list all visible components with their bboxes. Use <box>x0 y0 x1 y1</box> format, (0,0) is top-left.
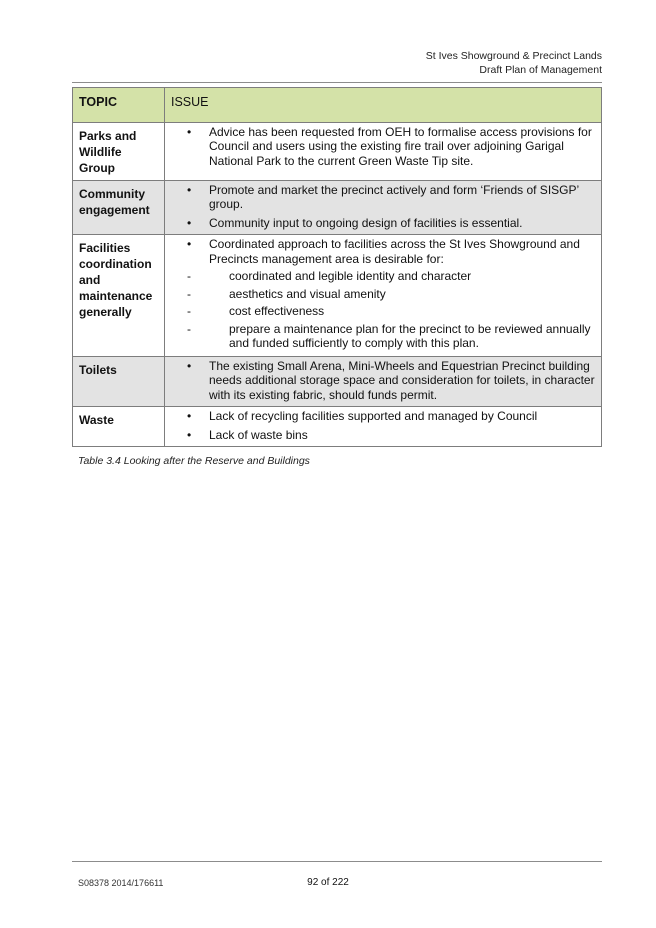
header-subtitle: Draft Plan of Management <box>479 64 602 76</box>
bullet-icon: • <box>187 237 192 251</box>
sub-list-item-text: aesthetics and visual amenity <box>229 286 386 301</box>
column-header-issue: ISSUE <box>165 88 602 123</box>
list-item-text: Community input to ongoing design of facilities is essential. <box>209 215 523 230</box>
sub-list-item <box>187 287 595 302</box>
bullet-icon: • <box>187 409 192 423</box>
topic-cell: Parks and Wildlife Group <box>73 122 165 180</box>
dash-icon: - <box>187 321 191 336</box>
topic-cell: Waste <box>73 407 165 447</box>
bullet-list <box>165 409 595 442</box>
issues-table <box>72 87 602 447</box>
table-row <box>73 180 602 235</box>
topic-cell: Toilets <box>73 356 165 407</box>
header-title: St Ives Showground & Precinct Lands <box>425 50 602 62</box>
sub-list-item <box>187 304 595 319</box>
bullet-icon: • <box>187 427 192 442</box>
list-item-text: Lack of waste bins <box>209 427 308 442</box>
bullet-list <box>165 125 595 169</box>
sub-list-item-text: coordinated and legible identity and character <box>229 269 472 283</box>
sub-list-item <box>187 269 595 284</box>
table-row <box>73 122 602 180</box>
bullet-icon: • <box>187 215 192 230</box>
header-divider <box>72 82 602 83</box>
table-row <box>73 356 602 407</box>
bullet-icon: • <box>187 124 192 139</box>
issue-cell <box>165 122 602 180</box>
list-item-text: Lack of recycling facilities supported and managed by Council <box>209 409 538 423</box>
list-item <box>165 237 595 351</box>
column-header-topic: TOPIC <box>73 88 165 123</box>
page-header <box>426 49 602 77</box>
sub-list-item-text: cost effectiveness <box>229 304 325 318</box>
table-caption: Table 3.4 Looking after the Reserve and Buildings <box>78 455 310 467</box>
list-item-text: Promote and market the precinct actively and form ‘Friends of SISGP’ group. <box>209 182 579 211</box>
bullet-icon: • <box>187 358 192 373</box>
issue-cell <box>165 180 602 235</box>
issue-cell <box>165 356 602 407</box>
document-reference: S08378 2014/176611 <box>78 878 164 888</box>
topic-cell: Community engagement <box>73 180 165 235</box>
dash-icon: - <box>187 304 191 318</box>
list-item-text: Coordinated approach to facilities across the St Ives Showground and Precincts management area is desirable for: <box>209 237 580 266</box>
list-item <box>165 428 595 443</box>
sub-list-item <box>187 322 595 351</box>
dash-icon: - <box>187 269 191 283</box>
list-item <box>165 183 595 212</box>
bullet-list <box>165 183 595 231</box>
list-item-text: Advice has been requested from OEH to formalise access provisions for Council and users using the existing fire trail over adjoining Garigal National Park to the current Green Waste Tip site. <box>209 124 592 168</box>
sub-list-item-text: prepare a maintenance plan for the precinct to be reviewed annually and funded sufficiently to comply with this plan. <box>229 321 591 350</box>
sub-list <box>187 269 595 351</box>
bullet-list <box>165 237 595 351</box>
issue-cell <box>165 407 602 447</box>
bullet-icon: • <box>187 182 192 197</box>
bullet-list <box>165 359 595 403</box>
list-item-text: The existing Small Arena, Mini-Wheels and Equestrian Precinct building needs additional storage space and consideration for toilets, in character with its existing fabric, should funds permit. <box>209 358 595 402</box>
list-item <box>165 359 595 403</box>
page-number: 92 of 222 <box>307 877 349 888</box>
dash-icon: - <box>187 286 191 301</box>
table-row <box>73 407 602 447</box>
list-item <box>165 409 595 424</box>
issue-cell <box>165 235 602 357</box>
table-header-row <box>73 88 602 123</box>
table-row <box>73 235 602 357</box>
footer-divider <box>72 861 602 862</box>
topic-cell: Facilities coordination and maintenance generally <box>73 235 165 357</box>
list-item <box>165 216 595 231</box>
list-item <box>165 125 595 169</box>
